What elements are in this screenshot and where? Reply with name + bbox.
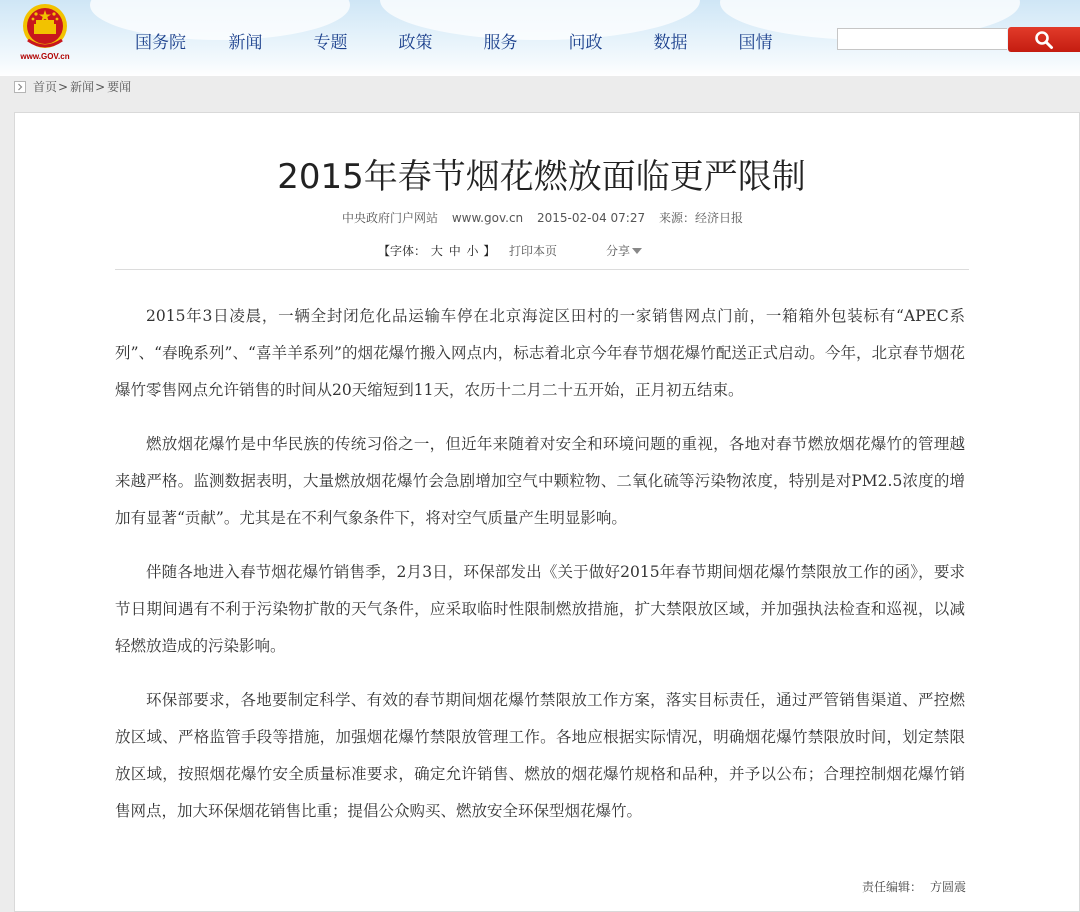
nav-item-national-info[interactable]: 国情	[738, 33, 773, 53]
responsible-editor	[862, 878, 966, 895]
breadcrumb-separator: >	[95, 79, 106, 94]
article-paragraph: 2015年3日凌晨，一辆全封闭危化品运输车停在北京海淀区田村的一家销售网点门前，一箱箱外包装标有“APEC系列”、“春晚系列”、“喜羊羊系列”的烟花爆竹搬入网点内，标志着北京今年春节烟花爆竹配送正式启动。今年，北京春节烟花爆竹零售网点允许销售的时间从20天缩短到11天，农历十二月二十五开始，正月初五结束。	[115, 307, 965, 399]
nav-item-policy[interactable]: 政策	[398, 33, 433, 53]
site-header	[0, 0, 1080, 76]
meta-source: 经济日报	[694, 211, 743, 225]
breadcrumb-home[interactable]: 首页	[33, 80, 58, 94]
nav-item-news[interactable]: 新闻	[228, 33, 263, 53]
title-divider	[115, 269, 969, 270]
font-label: 【字体：	[378, 244, 427, 258]
meta-source-label: 来源：	[658, 211, 695, 225]
article-paragraph: 燃放烟花爆竹是中华民族的传统习俗之一，但近年来随着对安全和环境问题的重视，各地对春节燃放烟花爆竹的管理越来越严格。监测数据表明，大量燃放烟花爆竹会急剧增加空气中颗粒物、二氧化硫等污染物浓度，特别是对PM2.5浓度的增加有显著“贡献”。尤其是在不利气象条件下，将对空气质量产生明显影响。	[115, 435, 965, 527]
breadcrumb-arrow-icon	[14, 81, 26, 93]
font-size-small-button[interactable]: 小	[466, 244, 479, 258]
main-nav	[118, 28, 798, 53]
editor-label: 责任编辑：	[862, 880, 923, 894]
share-label: 分享	[606, 244, 631, 258]
breadcrumb-headlines[interactable]: 要闻	[107, 80, 132, 94]
chevron-down-icon	[632, 247, 642, 255]
nav-item-data[interactable]: 数据	[653, 33, 688, 53]
meta-datetime: 2015-02-04 07:27	[536, 211, 646, 225]
nav-item-guowuyuan[interactable]: 国务院	[135, 33, 186, 53]
national-emblem-logo[interactable]	[14, 2, 76, 64]
article-meta	[0, 209, 1080, 226]
nav-item-services[interactable]: 服务	[483, 33, 518, 53]
search-icon	[1034, 30, 1054, 50]
article-paragraph: 伴随各地进入春节烟花爆竹销售季，2月3日，环保部发出《关于做好2015年春节期间烟花爆竹禁限放工作的函》，要求节日期间遇有不利于污染物扩散的天气条件，应采取临时性限制燃放措施，扩大禁限放区域，并加强执法检查和巡视，以减轻燃放造成的污染影响。	[115, 563, 965, 655]
article-paragraph: 环保部要求，各地要制定科学、有效的春节期间烟花爆竹禁限放工作方案，落实目标责任，通过严管销售渠道、严控燃放区域、严格监管手段等措施，加强烟花爆竹禁限放管理工作。各地应根据实际情况，明确烟花爆竹禁限放时间，划定禁限放区域，按照烟花爆竹安全质量标准要求，确定允许销售、燃放的烟花爆竹规格和品种，并予以公布；合理控制烟花爆竹销售网点，加大环保烟花销售比重；提倡公众购买、燃放安全环保型烟花爆竹。	[115, 691, 965, 820]
font-size-medium-button[interactable]: 中	[448, 244, 461, 258]
meta-url: www.gov.cn	[451, 211, 524, 225]
breadcrumb-separator: >	[58, 79, 69, 94]
editor-name: 方圆震	[930, 880, 967, 894]
article-title: 2015年春节烟花燃放面临更严限制	[277, 157, 806, 197]
font-label-close: 】	[483, 244, 496, 258]
print-page-button[interactable]: 打印本页	[509, 244, 558, 258]
nav-item-topics[interactable]: 专题	[313, 33, 348, 53]
article-tools	[378, 242, 631, 259]
nav-item-inquiry[interactable]: 问政	[568, 33, 603, 53]
share-button[interactable]	[606, 242, 642, 259]
breadcrumb-news[interactable]: 新闻	[70, 80, 95, 94]
meta-site: 中央政府门户网站	[342, 211, 439, 225]
article-body	[115, 298, 965, 847]
logo-text: www.GOV.cn	[20, 52, 70, 61]
font-size-large-button[interactable]: 大	[430, 244, 443, 258]
breadcrumb	[14, 78, 131, 95]
search-button[interactable]	[1008, 27, 1080, 52]
national-emblem-icon	[14, 2, 76, 54]
search-input[interactable]	[837, 28, 1007, 50]
font-size-control	[378, 242, 495, 259]
